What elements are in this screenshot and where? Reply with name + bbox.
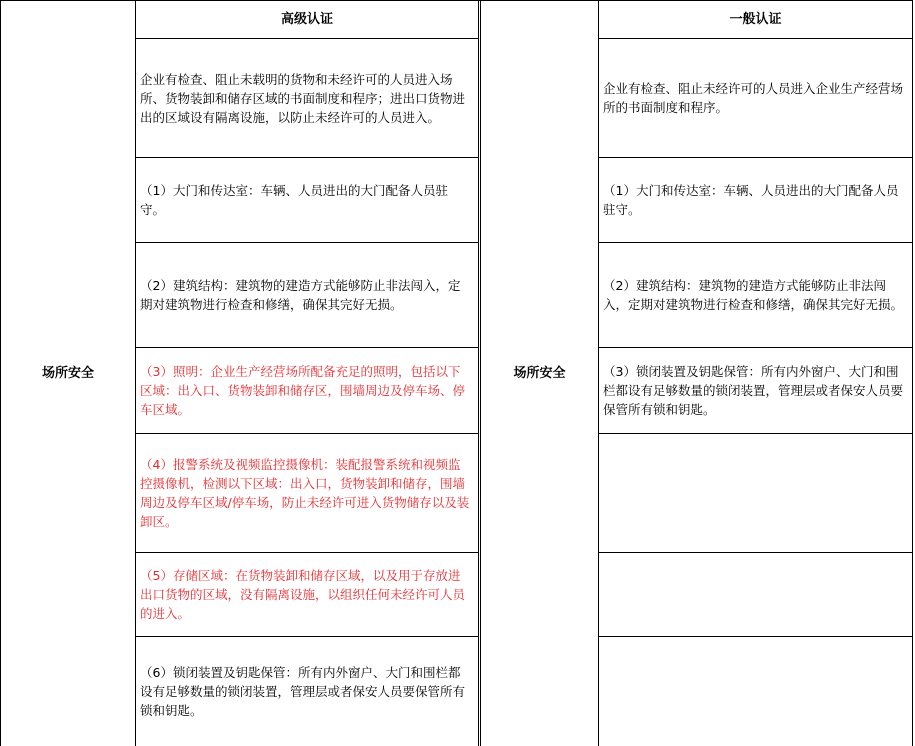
left-row-6 <box>136 637 478 746</box>
right-row-3-text: （3）锁闭装置及钥匙保管：所有内外窗户、大门和围栏都设有足够数量的锁闭装置，管理层或者保安人员要保管所有锁和钥匙。 <box>603 364 904 417</box>
right-row-3 <box>599 348 912 433</box>
left-row-2 <box>136 243 478 347</box>
left-row-4 <box>136 434 478 552</box>
right-row-0 <box>599 39 912 157</box>
left-row-1 <box>136 158 478 242</box>
right-row-1-text: （1）大门和传达室：车辆、人员进出的大门配备人员驻守。 <box>603 183 899 217</box>
right-row-empty <box>599 553 912 636</box>
left-row-0 <box>136 39 478 157</box>
left-row-3 <box>136 348 478 433</box>
left-row-0-text: 企业有检查、阻止未载明的货物和未经许可的人员进入场所、货物装卸和储存区域的书面制度和程序；进出口货物进出的区域设有隔离设施，以防止未经许可的人员进入。 <box>140 71 466 125</box>
left-row-3-text: （3）照明：企业生产经营场所配备充足的照明，包括以下区域：出入口、货物装卸和储存区，围墙周边及停车场、停车区域。 <box>140 364 466 417</box>
grid-line <box>912 0 913 746</box>
right-row-empty <box>599 434 912 552</box>
category-site-security-left: 场所安全 <box>41 366 94 381</box>
left-row-5 <box>136 553 478 636</box>
left-row-2-text: （2）建筑结构：建筑物的建造方式能够防止非法闯入，定期对建筑物进行检查和修缮，确保其完好无损。 <box>140 278 461 312</box>
right-row-2 <box>599 243 912 347</box>
right-row-0-text: 企业有检查、阻止未经许可的人员进入企业生产经营场所的书面制度和程序。 <box>603 81 904 115</box>
right-row-empty <box>599 637 912 746</box>
left-row-1-text: （1）大门和传达室：车辆、人员进出的大门配备人员驻守。 <box>140 183 448 217</box>
grid-line <box>478 0 479 746</box>
right-row-2-text: （2）建筑结构：建筑物的建造方式能够防止非法闯入，定期对建筑物进行检查和修缮，确保其完好无损。 <box>603 278 904 312</box>
right-row-1 <box>599 158 912 242</box>
category-site-security-right: 场所安全 <box>513 366 566 381</box>
left-row-5-text: （5）存储区域：在货物装卸和储存区域，以及用于存放进出口货物的区域，没有隔离设施，以组织任何未经许可人员的进入。 <box>140 568 466 621</box>
left-row-6-text: （6）锁闭装置及钥匙保管：所有内外窗户、大门和围栏都设有足够数量的锁闭装置，管理层或者保安人员要保管所有锁和钥匙。 <box>140 665 466 718</box>
left-row-4-text: （4）报警系统及视频监控摄像机：装配报警系统和视频监控摄像机，检测以下区域：出入口，货物装卸和储存，围墙周边及停车区域/停车场，防止未经许可进入货物储存以及装卸区。 <box>140 457 470 529</box>
header-advanced-certification: 高级认证 <box>280 12 333 27</box>
header-general-certification: 一般认证 <box>729 12 782 27</box>
